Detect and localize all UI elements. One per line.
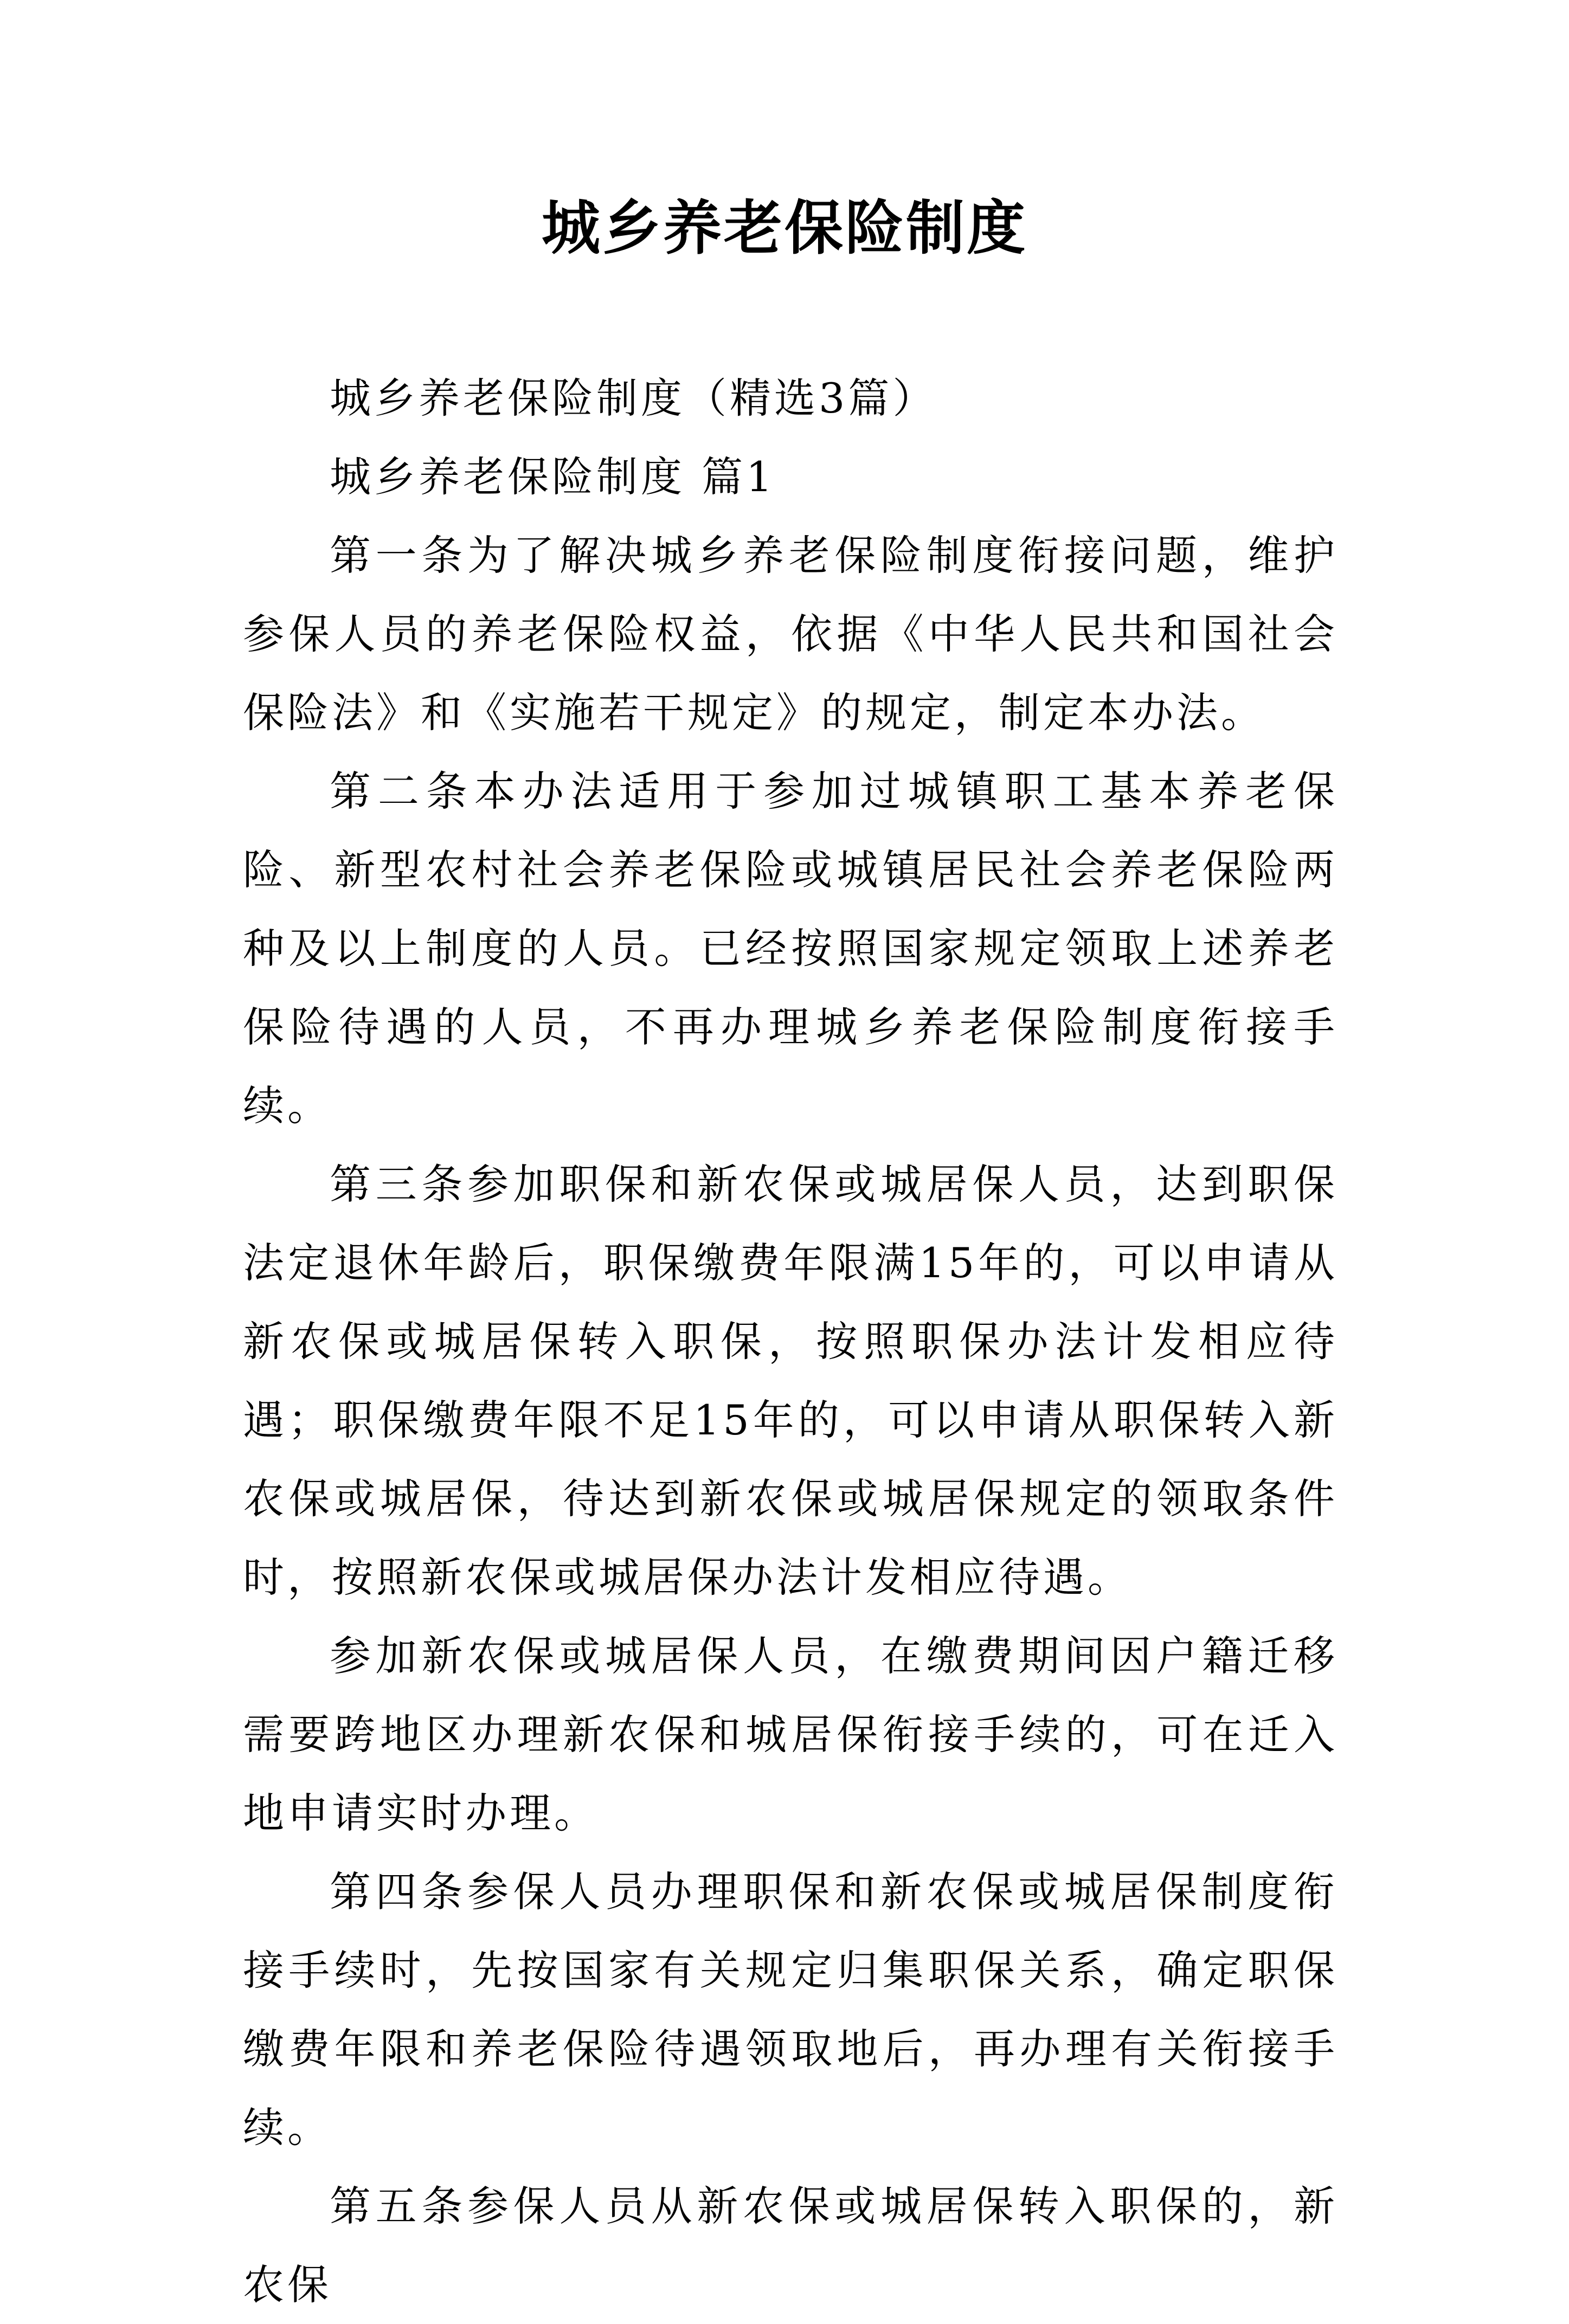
article-3-supplement-paragraph: 参加新农保或城居保人员，在缴费期间因户籍迁移需要跨地区办理新农保和城居保衔接手续的，可在迁入地申请实时办理。 — [243, 1632, 1338, 1837]
article-4-paragraph: 第四条参保人员办理职保和新农保或城居保制度衔接手续时，先按国家有关规定归集职保关系，确定职保缴费年限和养老保险待遇领取地后，再办理有关衔接手续。 — [243, 1868, 1338, 2152]
article-1-paragraph: 第一条为了解决城乡养老保险制度衔接问题，维护参保人员的养老保险权益，依据《中华人民共和国社会保险法》和《实施若干规定》的规定，制定本办法。 — [243, 531, 1338, 737]
section-heading: 城乡养老保险制度 篇1 — [330, 453, 776, 501]
document-subtitle: 城乡养老保险制度（精选3篇） — [330, 374, 937, 422]
article-2-paragraph: 第二条本办法适用于参加过城镇职工基本养老保险、新型农村社会养老保险或城镇居民社会养老保险两种及以上制度的人员。已经按照国家规定领取上述养老保险待遇的人员，不再办理城乡养老保险制度衔接手续。 — [243, 767, 1338, 1130]
document-title: 城乡养老保险制度 — [541, 195, 1027, 262]
article-3-paragraph: 第三条参加职保和新农保或城居保人员，达到职保法定退休年龄后，职保缴费年限满15年的，可以申请从新农保或城居保转入职保，按照职保办法计发相应待遇；职保缴费年限不足15年的，可以申请从职保转入新农保或城居保，待达到新农保或城居保规定的领取条件时，按照新农保或城居保办法计发相应待遇。 — [243, 1160, 1338, 1601]
article-5-paragraph: 第五条参保人员从新农保或城居保转入职保的，新农保 — [243, 2182, 1338, 2309]
document-body — [243, 359, 1338, 2324]
